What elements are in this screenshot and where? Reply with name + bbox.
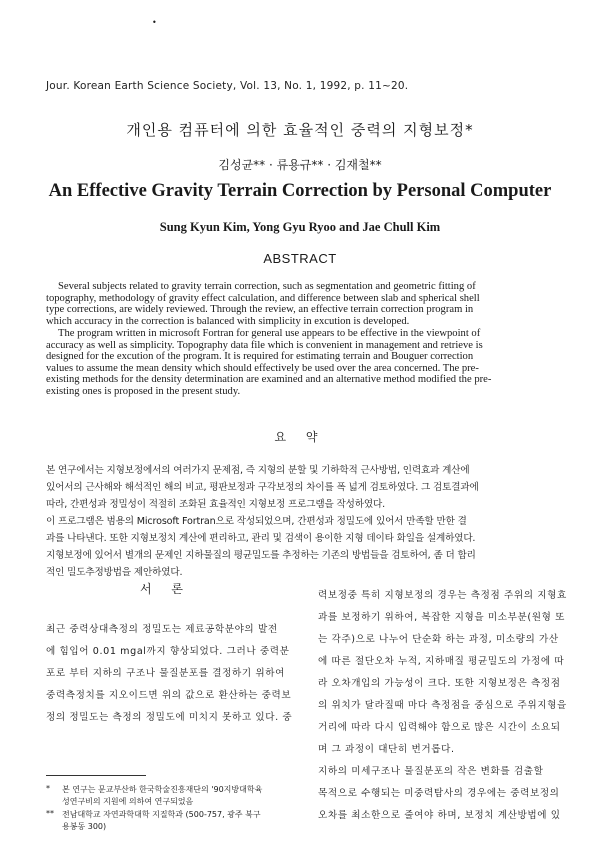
intro-left-line: 중력측정치를 지오이드면 위의 값으로 환산하는 중력보 <box>46 690 292 701</box>
footnote-line: 용봉동 300) <box>62 822 107 831</box>
summary-line: 본 연구에서는 지형보정에서의 여러가지 문제점, 즉 지형의 분할 및 기하학적 근사방법, 인력효과 계산에 <box>46 465 470 476</box>
summary-line: 이 프로그램은 범용의 Microsoft Fortran으로 작성되었으며, 간편성과 정밀도에 있어서 만족할 만한 결 <box>46 516 467 527</box>
summary-line: 따라, 간편성과 정밀성이 적절히 조화된 효율적인 지형보정 프로그램을 작성하였다. <box>46 499 385 510</box>
intro-left-line: 정의 정밀도는 측정의 정밀도에 미치지 못하고 있다. 중 <box>46 712 293 723</box>
abstract-line: values to assume the mean density which should effectively be used over the area concerned. The pre- <box>46 362 479 374</box>
footnote-marker: * <box>46 784 50 793</box>
introduction-heading: 서 론 <box>140 582 191 596</box>
intro-right-line: 력보정중 특히 지형보정의 경우는 측정점 주위의 지형효 <box>318 590 567 601</box>
english-authors: Sung Kyun Kim, Yong Gyu Ryoo and Jae Chull Kim <box>159 220 441 234</box>
intro-left-line: 포로 부터 지하의 구조나 물질분포를 결정하기 위하여 <box>46 668 285 679</box>
intro-right-line: 지하의 미세구조나 물질분포의 작은 변화를 검출할 <box>318 766 544 777</box>
abstract-paragraph-1 <box>46 281 561 327</box>
intro-right-line: 는 각주)으로 나누어 단순화 하는 과정, 미소량의 가산 <box>318 634 559 645</box>
abstract-line: type corrections, are widely reviewed. Through the review, an effective terrain correction program in <box>46 304 474 316</box>
intro-right-line: 며 그 과정이 대단히 번거롭다. <box>318 744 455 755</box>
summary-line: 적인 밀도추정방법을 제안하였다. <box>46 567 183 578</box>
abstract-line: The program written in microsoft Fortran for general use appears to be effective in the viewpoint of <box>58 328 481 339</box>
intro-right-line: 에 따른 절단오차 누적, 지하매질 평균밀도의 가정에 따 <box>318 656 565 667</box>
intro-right-line: 목적으로 수행되는 미중력탐사의 경우에는 중력보정의 <box>318 788 560 799</box>
korean-title: 개인용 컴퓨터에 의한 효율적인 중력의 지형보정* <box>126 121 474 139</box>
summary-line: 있어서의 근사해와 해석적인 해의 비교, 평판보정과 구각보정의 차이를 폭 넓게 검토하였다. 그 검토결과에 <box>46 482 479 493</box>
abstract-line: existing ones is proposed in the present study. <box>46 385 241 397</box>
footnote-marker: ** <box>46 809 54 818</box>
english-title: An Effective Gravity Terrain Correction by Personal Computer <box>48 181 552 201</box>
abstract-heading: ABSTRACT <box>263 251 337 266</box>
journal-citation: Jour. Korean Earth Science Society, Vol. 13, No. 1, 1992, p. 11~20. <box>46 80 409 92</box>
abstract-line: Several subjects related to gravity terrain correction, such as segmentation and geometric fitting of <box>58 281 476 292</box>
intro-right-line: 과를 보정하기 위하여, 복잡한 지형을 미소부분(원형 또 <box>318 612 565 623</box>
abstract-line: which accuracy in the correction is balanced with simplicity in excution is developed. <box>46 315 410 327</box>
abstract-paragraph-2 <box>46 328 561 398</box>
footnote-divider <box>46 775 146 776</box>
intro-right-line: 라 오차개입의 가능성이 크다. 또한 지형보정은 측정점 <box>318 678 561 689</box>
abstract-line: existing methods for the density determination are examined and an alternative method modified the pre- <box>46 374 492 386</box>
abstract-line: designed for the excution of the program. It is required for estimating terrain and Bouguer correction <box>46 351 474 363</box>
abstract-line: topography, methodology of gravity effect calculation, and difference between slab and spherical shell <box>46 292 480 304</box>
summary-heading: 요 약 <box>274 430 326 444</box>
summary-line: 과를 나타낸다. 또한 지형보정치 계산에 편리하고, 관리 및 검색이 용이한 지형 데이타 화일을 설계하였다. <box>46 533 476 544</box>
top-mark: • <box>152 18 157 27</box>
intro-left-line: 에 힘입어 0.01 mgal까지 향상되었다. 그러나 중력분 <box>46 646 290 657</box>
intro-right-line: 거리에 따라 다시 입력해야 함으로 많은 시간이 소요되 <box>318 722 561 733</box>
abstract-line: accuracy as well as simplicity. Topography data file which is convenient in management and retrieve is <box>46 339 483 351</box>
intro-right-line: 오차를 최소한으로 줄여야 하며, 보정치 계산방법에 있 <box>318 810 561 821</box>
footnote-line: 전남대학교 자연과학대학 지질학과 (500-757, 광주 북구 <box>62 810 261 819</box>
korean-authors: 김성균** · 류용규** · 김재철** <box>218 158 382 172</box>
footnote-line: 성연구비의 지원에 의하여 연구되었음 <box>62 797 194 806</box>
summary-line: 지형보정에 있어서 별개의 문제인 지하물질의 평균밀도를 추정하는 기존의 방법들을 검토하여, 좀 더 합리 <box>46 550 476 561</box>
intro-right-line: 의 위치가 달라질때 마다 측정점을 중심으로 주위지형을 <box>318 700 567 711</box>
intro-left-line: 최근 중력상대측정의 정밀도는 제료공학분야의 발전 <box>46 624 278 635</box>
footnote-line: 본 연구는 문교부산하 한국학술진흥재단의 '90지방대학육 <box>62 785 263 794</box>
